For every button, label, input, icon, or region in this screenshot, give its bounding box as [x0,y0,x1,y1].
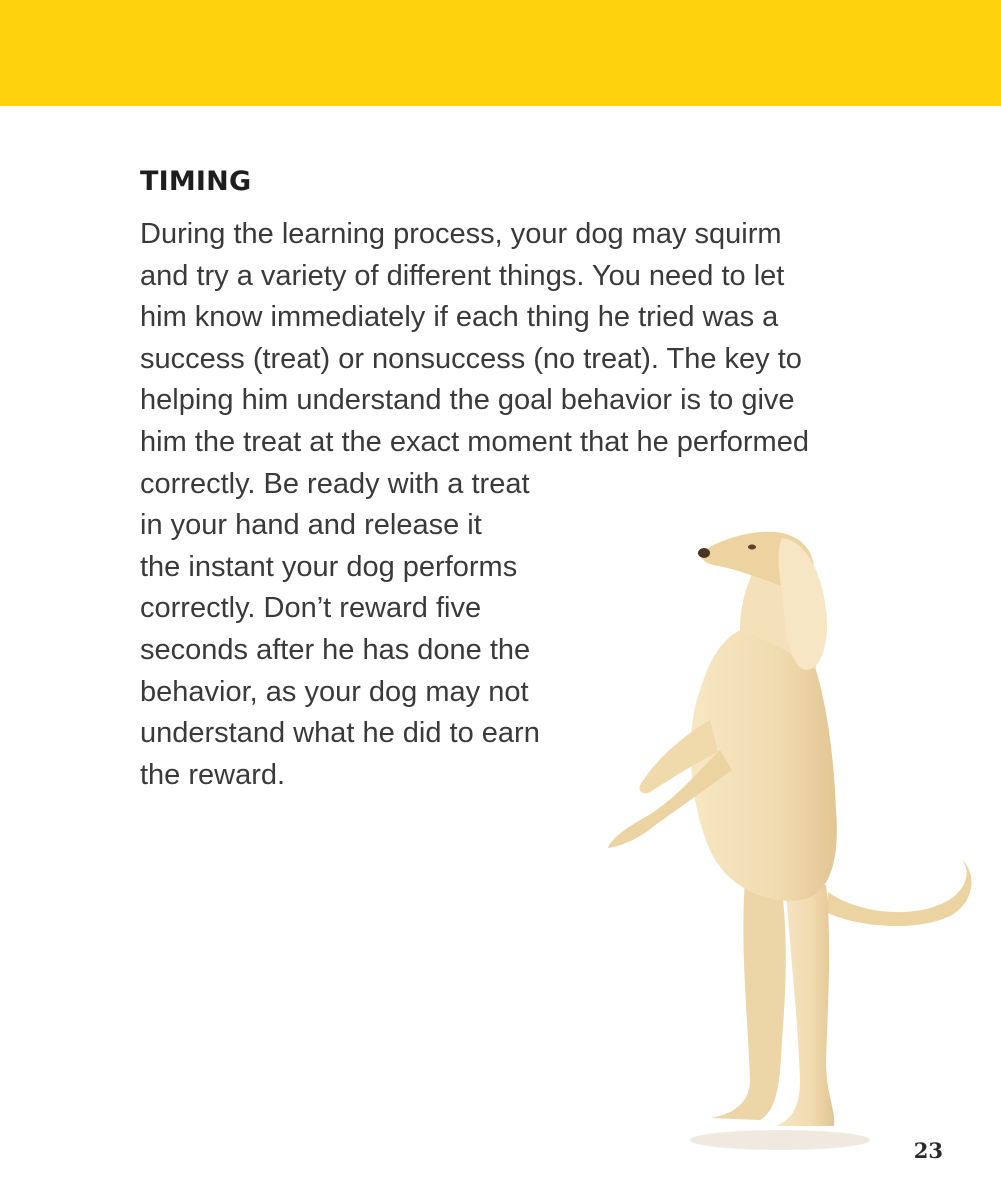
page-number: 23 [913,1138,943,1163]
body-line: understand what he did to earn [140,717,540,750]
body-line: the instant your dog performs [140,550,518,583]
body-line: success (treat) or nonsuccess (no treat). The key to [140,342,802,375]
body-line: and try a variety of different things. You need to let [140,259,785,292]
standing-dog-photo [590,520,990,1160]
dog-hind-leg-right [776,880,834,1126]
body-line: behavior, as your dog may not [140,675,529,708]
body-line: During the learning process, your dog may squirm [140,218,782,250]
body-line: helping him understand the goal behavior is to give [140,384,795,417]
dog-nose [698,548,710,558]
section-heading: TIMING [140,166,252,197]
body-line: in your hand and release it [140,509,482,542]
top-color-band [0,0,1001,106]
body-line: seconds after he has done the [140,633,531,666]
body-line: the reward. [140,758,286,791]
body-line: him the treat at the exact moment that he performed [140,425,809,458]
dog-hind-leg-left [710,880,786,1120]
dog-eye [748,545,756,550]
body-line: him know immediately if each thing he tried was a [140,301,779,334]
dog-tail [826,860,971,926]
body-line: correctly. Be ready with a treat [140,467,530,500]
body-line: correctly. Don’t reward five [140,592,482,625]
dog-shadow [690,1130,870,1150]
